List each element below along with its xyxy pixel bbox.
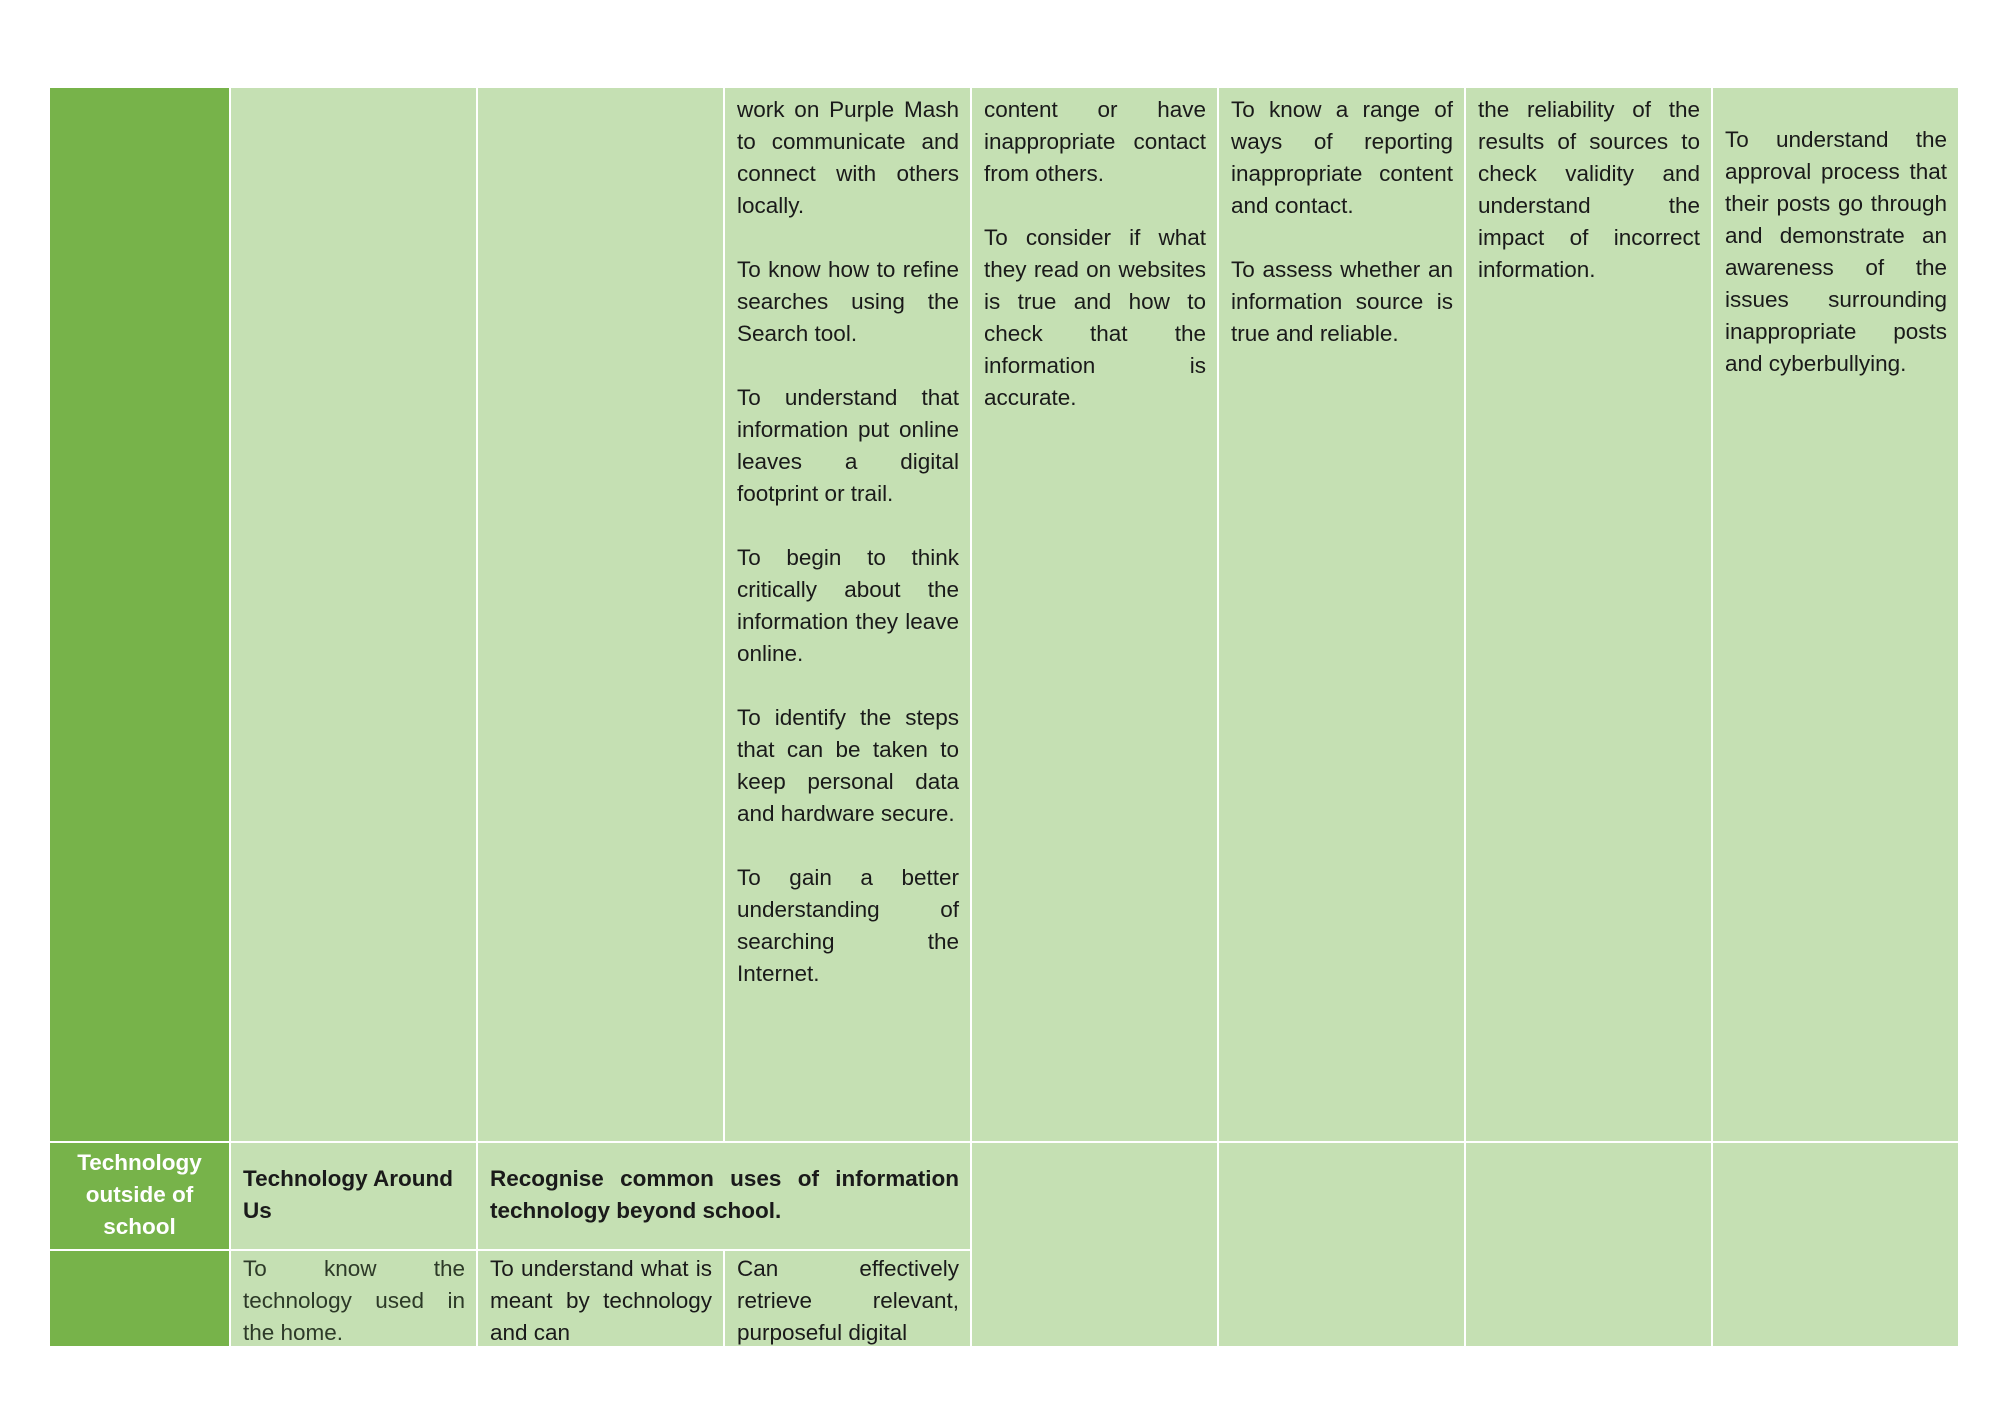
cell-paragraph: To understand that information put online leaves a digital footprint or trail. [737, 385, 959, 506]
table-cell-r1c4 [972, 88, 1217, 1141]
table-cell-r3c2 [478, 1251, 723, 1346]
cell-paragraph: Can effectively retrieve relevant, purposeful digital [737, 1256, 959, 1345]
cell-paragraph: the reliability of the results of sources to check validity and understand the impact of incorrect information. [1478, 97, 1700, 282]
cell-paragraph: To consider if what they read on websites is true and how to check that the information is accurate. [984, 225, 1206, 410]
table-cell-r1c7 [1713, 88, 1958, 1141]
table-cell-r1c5 [1219, 88, 1464, 1141]
cell-paragraph: To understand what is meant by technology and can [490, 1256, 712, 1345]
table-cell-r1c1 [231, 88, 476, 1141]
table-cell-r2c2 [478, 1143, 970, 1249]
table-cell-r2c4 [972, 1143, 1217, 1346]
table-cell-r1c6 [1466, 88, 1711, 1141]
table-cell-r2c7 [1713, 1143, 1958, 1346]
category-cell-empty [50, 88, 229, 1141]
category-cell [50, 1143, 229, 1249]
objective-heading: Recognise common uses of information technology beyond school. [490, 1166, 959, 1223]
cell-paragraph: work on Purple Mash to communicate and connect with others locally. [737, 97, 959, 218]
table-cell-r2c5 [1219, 1143, 1464, 1346]
table-cell-r2c1 [231, 1143, 476, 1249]
category-label: Technology outside of school [77, 1150, 202, 1239]
table-cell-r2c6 [1466, 1143, 1711, 1346]
table-cell-r3c3 [725, 1251, 970, 1346]
cell-paragraph: To gain a better understanding of searching the Internet. [737, 865, 959, 986]
cell-paragraph: content or have inappropriate contact from others. [984, 97, 1206, 186]
table-cell-r1c3 [725, 88, 970, 1141]
category-cell-empty [50, 1251, 229, 1346]
table-cell-r3c1 [231, 1251, 476, 1346]
cell-paragraph: To know a range of ways of reporting inappropriate content and contact. [1231, 97, 1453, 218]
cell-paragraph: To know how to refine searches using the Search tool. [737, 257, 959, 346]
table-cell-r1c2 [478, 88, 723, 1141]
cell-paragraph: To begin to think critically about the information they leave online. [737, 545, 959, 666]
cell-paragraph: To know the technology used in the home. [243, 1256, 465, 1345]
cell-paragraph: To assess whether an information source is true and reliable. [1231, 257, 1453, 346]
unit-heading: Technology Around Us [243, 1166, 453, 1223]
cell-paragraph: To identify the steps that can be taken to keep personal data and hardware secure. [737, 705, 959, 826]
cell-paragraph: To understand the approval process that their posts go through and demonstrate an awareness of the issues surrounding inappropriate posts and cyberbullying. [1725, 127, 1947, 376]
